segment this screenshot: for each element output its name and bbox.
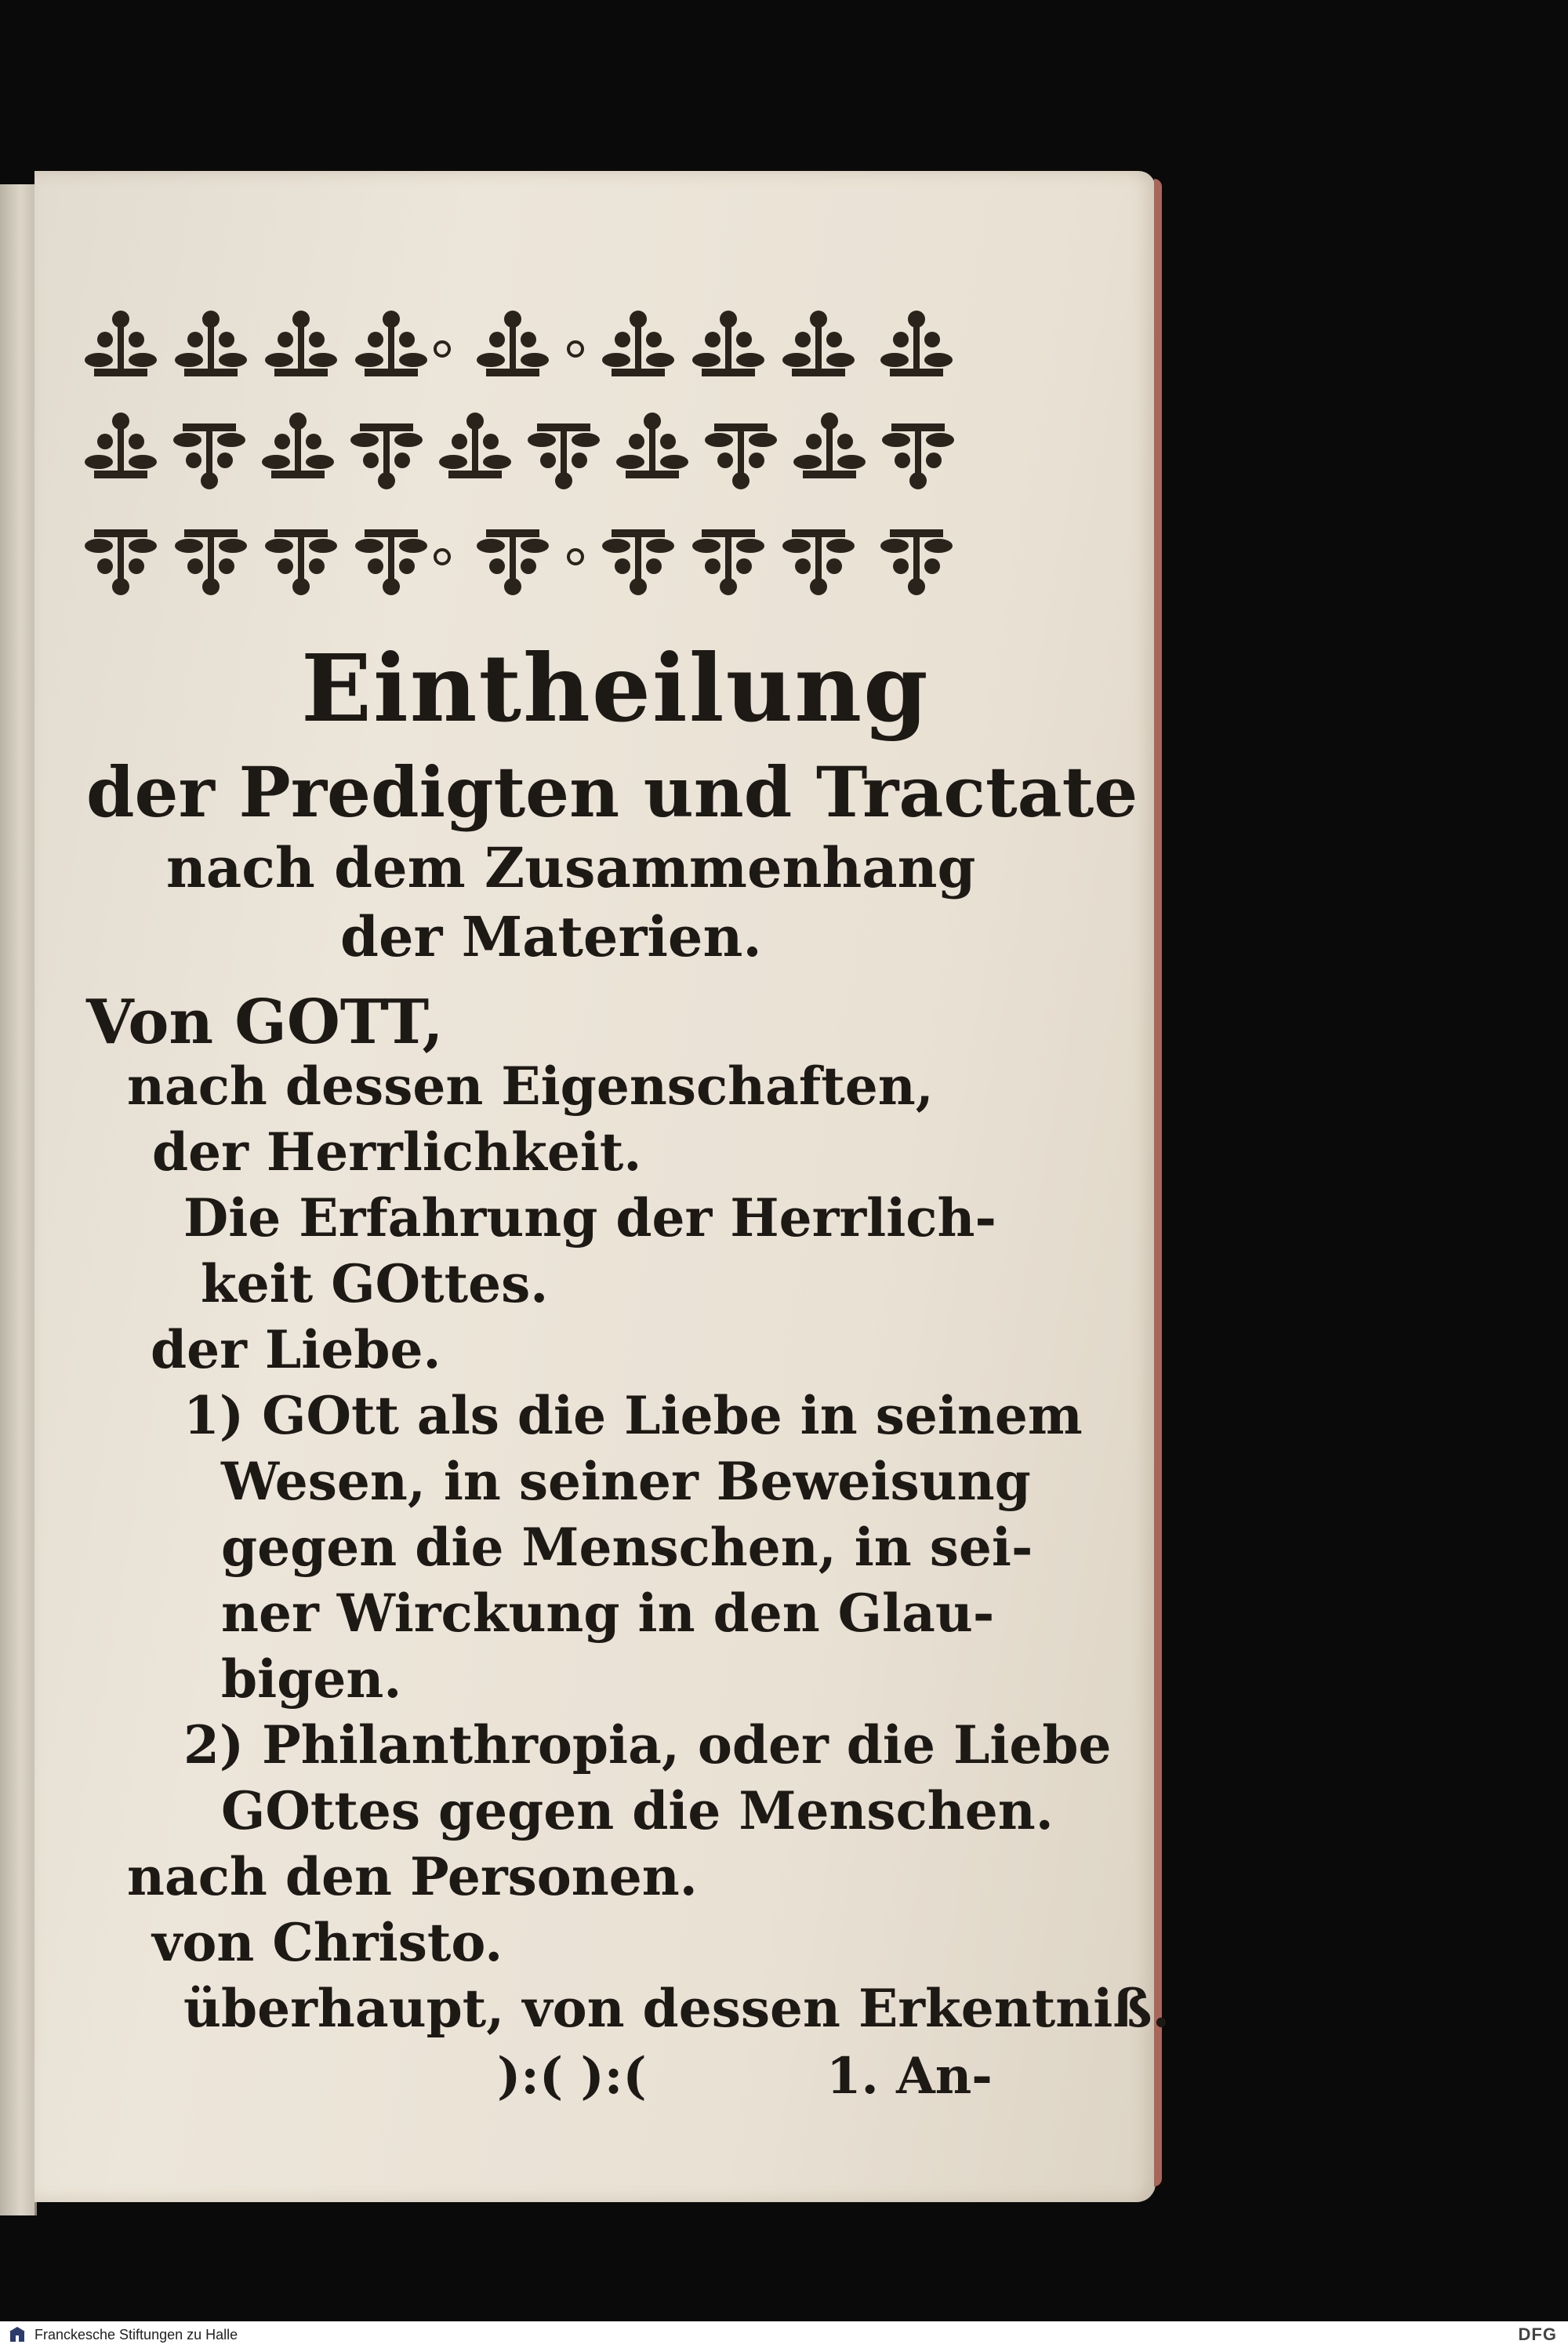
ornament-row-3 xyxy=(85,529,953,595)
dfg-logo[interactable]: DFG xyxy=(1518,2324,1557,2344)
fleuron-ornament xyxy=(602,311,674,376)
subtitle-line-1: der Predigten und Tractate xyxy=(86,751,1138,833)
fleuron-ornament xyxy=(793,413,866,478)
fleuron-ornament xyxy=(355,311,427,376)
fleuron-ornament xyxy=(85,311,157,376)
text-line: nach den Personen. xyxy=(127,1846,698,1907)
text-line: Die Erfahrung der Herrlich- xyxy=(183,1187,996,1249)
ring-ornament xyxy=(435,342,449,356)
fleuron-ornament xyxy=(880,311,953,376)
text-line: der Herrlichkeit. xyxy=(152,1121,642,1183)
institution-name: Franckesche Stiftungen zu Halle xyxy=(34,2326,238,2343)
fleuron-ornament xyxy=(692,311,764,376)
text-line: überhaupt, von dessen Erkentniß. xyxy=(183,1978,1171,2039)
fleuron-ornament xyxy=(616,413,688,478)
fleuron-ornament xyxy=(350,423,423,489)
text-line: Wesen, in seiner Beweisung xyxy=(221,1451,1031,1512)
fleuron-ornament xyxy=(85,529,157,595)
text-line: 2) Philanthropia, oder die Liebe xyxy=(183,1714,1112,1776)
subtitle-line-3: der Materien. xyxy=(340,904,762,969)
fleuron-ornament xyxy=(880,529,953,595)
ring-ornament xyxy=(435,550,449,564)
viewer-footer xyxy=(0,2321,1568,2348)
fleuron-ornament xyxy=(782,311,855,376)
fleuron-ornament xyxy=(528,423,600,489)
text-line: GOttes gegen die Menschen. xyxy=(221,1780,1054,1841)
fleuron-ornament xyxy=(175,311,247,376)
ring-ornament xyxy=(568,342,583,356)
fleuron-ornament xyxy=(262,413,334,478)
fleuron-ornament xyxy=(265,529,337,595)
fleuron-ornament xyxy=(85,413,157,478)
catchword: 1. An- xyxy=(826,2047,993,2106)
page-red-edge xyxy=(1154,179,1162,2186)
fleuron-ornament xyxy=(477,311,549,376)
footer-institution[interactable] xyxy=(0,2325,238,2344)
ornament-row-2 xyxy=(85,413,954,489)
ornament-row-1 xyxy=(85,311,953,376)
ring-ornament xyxy=(568,550,583,564)
text-line: 1) GOtt als die Liebe in seinem xyxy=(183,1385,1083,1446)
text-line: bigen. xyxy=(221,1648,402,1710)
fleuron-ornament xyxy=(265,311,337,376)
fleuron-ornament xyxy=(882,423,954,489)
title: Eintheilung xyxy=(301,634,930,743)
signature-mark: ):( ):( xyxy=(497,2047,647,2106)
text-line: Von GOTT, xyxy=(86,987,444,1058)
text-line: gegen die Menschen, in sei- xyxy=(221,1517,1033,1578)
text-line: der Liebe. xyxy=(151,1319,441,1380)
fleuron-ornament xyxy=(705,423,777,489)
left-page-edge xyxy=(0,184,37,2215)
fleuron-ornament xyxy=(439,413,511,478)
book-page xyxy=(34,171,1171,2202)
subtitle-line-2: nach dem Zusammenhang xyxy=(166,835,976,900)
fleuron-ornament xyxy=(173,423,245,489)
fleuron-ornament xyxy=(602,529,674,595)
institution-logo-icon xyxy=(8,2325,27,2344)
fleuron-ornament xyxy=(692,529,764,595)
text-line: von Christo. xyxy=(152,1912,503,1973)
fleuron-ornament xyxy=(477,529,549,595)
fleuron-ornament xyxy=(355,529,427,595)
text-line: nach dessen Eigenschaften, xyxy=(127,1056,934,1117)
text-line: ner Wirckung in den Glau- xyxy=(221,1583,995,1644)
fleuron-ornament xyxy=(782,529,855,595)
text-line: keit GOttes. xyxy=(201,1253,549,1314)
fleuron-ornament xyxy=(175,529,247,595)
